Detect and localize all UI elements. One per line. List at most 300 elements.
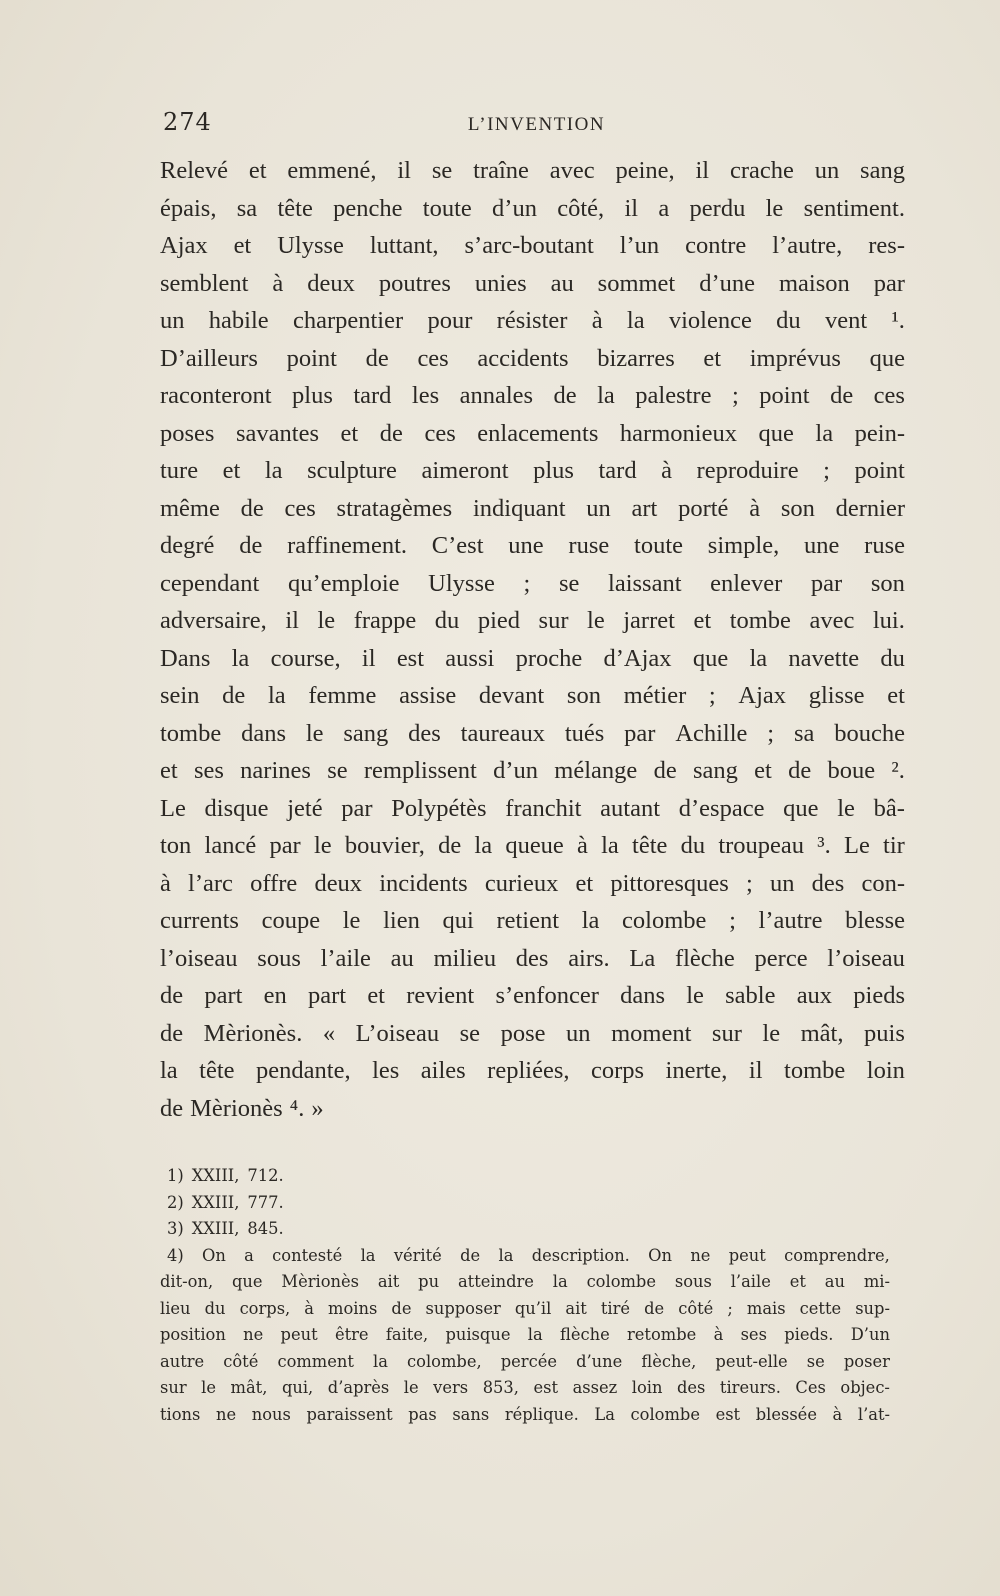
- word: se: [558, 569, 580, 597]
- word: moins: [328, 1298, 378, 1318]
- word: incidents: [379, 869, 468, 897]
- word: raconteront: [160, 382, 272, 409]
- word: deux: [314, 869, 363, 897]
- word: à: [713, 1325, 724, 1344]
- word: par: [810, 569, 843, 597]
- text-line: [160, 677, 905, 715]
- word: de: [553, 382, 577, 409]
- word: de: [391, 1298, 412, 1318]
- word: et: [248, 157, 267, 184]
- word: de: [653, 757, 677, 784]
- word: tombe: [729, 607, 791, 634]
- word: peine,: [615, 157, 675, 184]
- footnote-line: [160, 1269, 890, 1296]
- word: poser: [843, 1351, 890, 1371]
- word: sup-: [855, 1298, 890, 1318]
- word: que: [758, 419, 794, 447]
- word: perce: [754, 944, 808, 972]
- word: laissant: [608, 569, 682, 597]
- word: part: [204, 982, 243, 1009]
- word: ;: [767, 719, 775, 747]
- word: par: [873, 269, 905, 297]
- word: la: [498, 1245, 514, 1265]
- word: sculpture: [307, 457, 397, 484]
- word: description.: [531, 1245, 630, 1265]
- word: qui,: [281, 1378, 314, 1397]
- word: colombe,: [407, 1351, 482, 1371]
- word: un: [566, 1019, 591, 1047]
- word: pose: [500, 1019, 546, 1047]
- word: Dans: [160, 644, 211, 672]
- word: le: [765, 194, 784, 222]
- running-head: [163, 108, 910, 144]
- word: de: [240, 494, 264, 522]
- text-line: [160, 227, 905, 265]
- word: l’autre,: [772, 232, 843, 259]
- word: le: [403, 1378, 419, 1397]
- word: la: [815, 419, 834, 447]
- word: milieu: [433, 944, 497, 972]
- word: ;: [727, 1298, 733, 1318]
- word: de: [160, 982, 184, 1009]
- word: con-: [861, 869, 905, 897]
- word: unies: [474, 269, 527, 297]
- word: aux: [796, 982, 833, 1009]
- word: la: [264, 457, 283, 484]
- word: la: [373, 1351, 388, 1371]
- word: bizarres: [597, 344, 675, 372]
- word: violence: [668, 307, 752, 334]
- word: côté: [223, 1351, 259, 1371]
- word: proche: [515, 644, 583, 672]
- word: assez: [572, 1378, 618, 1397]
- text-line: [160, 1052, 905, 1090]
- word: Ces: [795, 1378, 826, 1397]
- word: les: [372, 1057, 400, 1084]
- word: narines: [240, 757, 311, 784]
- word: ne: [216, 1404, 237, 1424]
- footnote-line: [160, 1349, 890, 1376]
- word: de: [379, 419, 403, 447]
- word: part: [308, 982, 347, 1009]
- word: d’un: [493, 757, 539, 784]
- word: sur: [538, 607, 569, 634]
- word: Le: [160, 794, 186, 822]
- word: corps,: [239, 1298, 291, 1318]
- word: point: [759, 382, 810, 409]
- word: et: [160, 757, 178, 784]
- word: du: [204, 1298, 226, 1318]
- word: la: [160, 1057, 178, 1084]
- word: semblent: [160, 269, 249, 297]
- word: toute: [422, 194, 472, 222]
- word: comprendre,: [784, 1245, 890, 1265]
- word: savantes: [236, 419, 319, 447]
- word: colombe: [586, 1272, 656, 1291]
- text-line: [160, 565, 905, 603]
- word: ;: [729, 907, 736, 934]
- text-line: [160, 790, 905, 828]
- word: ses: [740, 1325, 767, 1344]
- word: ruse: [864, 532, 905, 559]
- word: Ajax: [160, 232, 208, 259]
- text-line: [160, 415, 905, 453]
- word: la: [626, 307, 645, 334]
- word: ailes: [420, 1057, 466, 1084]
- word: emmené,: [287, 157, 377, 184]
- word: un: [160, 307, 185, 334]
- word: frappe: [353, 607, 417, 634]
- word: Mèrionès.: [203, 1019, 303, 1047]
- word: ¹.: [891, 307, 905, 334]
- word: imprévus: [749, 344, 841, 372]
- word: d’espace: [678, 794, 765, 822]
- word: lieu: [160, 1298, 191, 1318]
- word: toute: [634, 532, 684, 559]
- word: Achille: [675, 719, 748, 747]
- word: dernier: [835, 494, 905, 522]
- word: être: [334, 1325, 369, 1344]
- word: à: [832, 1404, 843, 1424]
- word: mi-: [863, 1272, 890, 1291]
- word: que: [692, 644, 729, 672]
- word: remplissent: [363, 757, 477, 784]
- word: crache: [729, 157, 794, 184]
- word: bâ-: [873, 794, 905, 822]
- word: et: [340, 419, 359, 447]
- word: colombe: [622, 907, 707, 934]
- word: blessée: [755, 1404, 817, 1424]
- word: au: [550, 269, 574, 297]
- word: ces: [424, 419, 456, 447]
- word: qu’emploie: [287, 569, 400, 597]
- word: jarret: [623, 607, 675, 634]
- word: autant: [600, 794, 661, 822]
- word: mais: [746, 1298, 786, 1318]
- footnote-line: [160, 1243, 890, 1270]
- word: penche: [333, 194, 403, 222]
- word: adversaire,: [160, 607, 267, 634]
- word: plus: [292, 382, 333, 409]
- word: 2): [167, 1192, 184, 1212]
- word: d’un: [492, 194, 537, 222]
- word: tard: [598, 457, 637, 484]
- word: même: [160, 494, 220, 522]
- word: traîne: [473, 157, 529, 184]
- word: l’oiseau: [160, 944, 238, 972]
- word: l’autre: [758, 907, 823, 934]
- word: ces: [284, 494, 316, 522]
- word: cependant: [160, 569, 260, 597]
- word: des: [676, 1378, 706, 1397]
- word: ;: [708, 682, 716, 709]
- word: enlever: [710, 569, 783, 597]
- word: lancé: [204, 832, 257, 859]
- word: par: [341, 794, 373, 822]
- word: dit-on,: [160, 1272, 214, 1291]
- word: se: [806, 1351, 825, 1371]
- word: raffinement.: [287, 532, 408, 559]
- word: il: [361, 644, 376, 672]
- word: disque: [204, 794, 269, 822]
- word: deux: [307, 269, 355, 297]
- word: le: [686, 982, 704, 1009]
- word: annales: [459, 382, 534, 409]
- word: le: [201, 1378, 216, 1397]
- word: La: [594, 1404, 615, 1424]
- word: en: [263, 982, 287, 1009]
- word: maison: [778, 269, 850, 297]
- word: puis: [864, 1019, 905, 1047]
- text-line: [160, 602, 905, 640]
- word: Polypétès: [391, 794, 487, 822]
- word: ait: [565, 1298, 587, 1318]
- word: se: [327, 757, 348, 784]
- text-line: [160, 190, 905, 228]
- word: D’ailleurs: [160, 344, 258, 372]
- word: l’aile: [320, 944, 371, 972]
- word: et: [754, 757, 772, 784]
- word: il: [397, 157, 411, 184]
- text-line: [160, 527, 905, 565]
- word: assise: [399, 682, 457, 709]
- word: sous: [257, 944, 301, 972]
- running-title: L’INVENTION: [467, 114, 606, 135]
- word: vérité: [393, 1245, 442, 1265]
- word: a: [658, 194, 670, 222]
- word: sommet: [597, 269, 676, 297]
- word: sang: [692, 757, 738, 784]
- page-number: 274: [163, 108, 212, 136]
- word: ses: [193, 757, 224, 784]
- word: ruse: [568, 532, 610, 559]
- word: franchit: [505, 794, 582, 822]
- word: la: [552, 1272, 568, 1291]
- word: se: [459, 1019, 481, 1047]
- word: tués: [564, 719, 605, 747]
- word: indiquant: [472, 494, 566, 522]
- text-line: [160, 640, 905, 678]
- word: tir: [883, 832, 905, 859]
- word: du: [880, 644, 905, 672]
- word: a: [244, 1245, 254, 1265]
- word: ton: [160, 832, 192, 859]
- word: 712.: [247, 1166, 284, 1185]
- word: Ulysse: [428, 569, 495, 597]
- word: boue: [827, 757, 876, 784]
- word: il: [748, 1057, 763, 1084]
- word: ces: [873, 382, 905, 409]
- word: point: [286, 344, 337, 372]
- word: dans: [620, 982, 665, 1009]
- word: et: [222, 457, 241, 484]
- footnote-line: [160, 1190, 890, 1217]
- word: de: [644, 1298, 665, 1318]
- word: côté: [678, 1298, 714, 1318]
- word: devant: [478, 682, 545, 709]
- word: tireurs.: [719, 1378, 781, 1397]
- body-text: [160, 152, 905, 1127]
- word: aussi: [445, 644, 495, 672]
- word: simple,: [707, 532, 780, 559]
- word: la: [749, 644, 768, 672]
- word: retient: [496, 907, 560, 934]
- word: Le: [843, 832, 870, 859]
- word: lien: [383, 907, 420, 934]
- word: art: [631, 494, 658, 522]
- word: l’aile: [730, 1272, 771, 1291]
- word: blesse: [845, 907, 905, 934]
- text-line: [160, 265, 905, 303]
- word: qui: [442, 907, 474, 934]
- word: la: [360, 1245, 376, 1265]
- text-line: [160, 152, 905, 190]
- word: des: [408, 719, 441, 747]
- word: tions: [160, 1404, 201, 1424]
- word: les: [411, 382, 440, 409]
- word: à: [661, 457, 672, 484]
- word: sang: [343, 719, 389, 747]
- word: degré: [160, 532, 215, 559]
- word: 853,: [482, 1378, 519, 1397]
- word: d’une: [699, 269, 755, 297]
- footnote-line: [160, 1402, 890, 1429]
- word: la: [231, 644, 250, 672]
- word: il: [695, 157, 710, 184]
- word: tiré: [600, 1298, 631, 1318]
- word: aimeront: [421, 457, 509, 484]
- word: contesté: [272, 1245, 343, 1265]
- word: flèche: [559, 1325, 610, 1344]
- word: la: [581, 907, 600, 934]
- word: et: [887, 682, 905, 709]
- word: offre: [250, 869, 298, 897]
- word: reproduire: [696, 457, 799, 484]
- word: tombe: [784, 1057, 846, 1084]
- footnote-line: [160, 1296, 890, 1323]
- word: objec-: [840, 1378, 890, 1397]
- word: comment: [277, 1351, 354, 1371]
- word: faite,: [385, 1325, 429, 1344]
- word: se: [431, 157, 453, 184]
- word: résister: [496, 307, 568, 334]
- word: ;: [823, 457, 830, 484]
- word: luttant,: [369, 232, 439, 259]
- word: XXIII,: [191, 1166, 240, 1185]
- word: sur: [160, 1378, 187, 1397]
- word: du: [680, 832, 706, 859]
- text-line: [160, 865, 905, 903]
- word: ;: [731, 382, 739, 409]
- word: l’oiseau: [827, 944, 905, 972]
- word: sentiment.: [803, 194, 905, 222]
- word: sous: [674, 1272, 712, 1291]
- word: des: [811, 869, 845, 897]
- word: et: [233, 232, 252, 259]
- word: 777.: [247, 1192, 284, 1212]
- word: curieux: [484, 869, 559, 897]
- word: puisque: [445, 1325, 511, 1344]
- word: XXIII,: [191, 1219, 240, 1238]
- word: par: [624, 719, 656, 747]
- word: sein: [160, 682, 200, 709]
- word: tête: [277, 194, 313, 222]
- word: l’un: [619, 232, 660, 259]
- word: troupeau: [718, 832, 805, 859]
- word: et: [367, 982, 385, 1009]
- word: son: [566, 682, 601, 709]
- word: Relevé: [160, 157, 229, 184]
- word: ;: [523, 569, 531, 597]
- word: avec: [809, 607, 855, 634]
- word: loin: [631, 1378, 663, 1397]
- word: la: [601, 832, 619, 859]
- word: glisse: [808, 682, 865, 709]
- word: que: [232, 1272, 263, 1291]
- word: vers: [433, 1378, 469, 1397]
- word: ces: [417, 344, 449, 372]
- word: peut: [728, 1245, 766, 1265]
- word: est: [533, 1378, 559, 1397]
- word: pittoresques: [610, 869, 729, 897]
- word: vent: [824, 307, 868, 334]
- word: de: [438, 832, 462, 859]
- word: accidents: [477, 344, 569, 372]
- word: palestre: [635, 382, 712, 409]
- word: On: [648, 1245, 673, 1265]
- word: ture: [160, 457, 199, 484]
- word: à: [749, 494, 761, 522]
- word: ne: [243, 1325, 264, 1344]
- word: Mèrionès: [190, 1094, 283, 1122]
- word: la: [527, 1325, 543, 1344]
- word: métier: [623, 682, 687, 709]
- word: 3): [167, 1219, 184, 1238]
- word: flèche: [674, 944, 735, 972]
- word: de: [460, 1245, 481, 1265]
- word: jeté: [287, 794, 323, 822]
- word: la: [597, 382, 615, 409]
- word: percée: [500, 1351, 557, 1371]
- word: retombe: [627, 1325, 697, 1344]
- word: pieds: [853, 982, 905, 1009]
- word: harmonieux: [619, 419, 737, 447]
- word: au: [824, 1272, 845, 1291]
- word: lui.: [872, 607, 905, 634]
- word: mélange: [554, 757, 638, 784]
- word: navette: [788, 644, 860, 672]
- text-line: [160, 377, 905, 415]
- word: l’arc: [188, 869, 233, 897]
- word: de: [222, 682, 246, 709]
- word: d’Ajax: [603, 644, 672, 672]
- word: Ulysse: [277, 232, 344, 259]
- word: le: [317, 607, 336, 634]
- word: et: [575, 869, 594, 897]
- word: tête: [199, 1057, 235, 1084]
- word: de: [365, 344, 389, 372]
- word: L’oiseau: [355, 1019, 440, 1047]
- word: s’enfoncer: [495, 982, 599, 1009]
- word: flèche,: [641, 1351, 697, 1371]
- word: ;: [745, 869, 753, 897]
- word: point: [854, 457, 905, 484]
- word: currents: [160, 907, 239, 934]
- word: de: [160, 1094, 184, 1122]
- word: nous: [251, 1404, 291, 1424]
- word: stratagèmes: [336, 494, 453, 522]
- word: pied: [477, 607, 521, 634]
